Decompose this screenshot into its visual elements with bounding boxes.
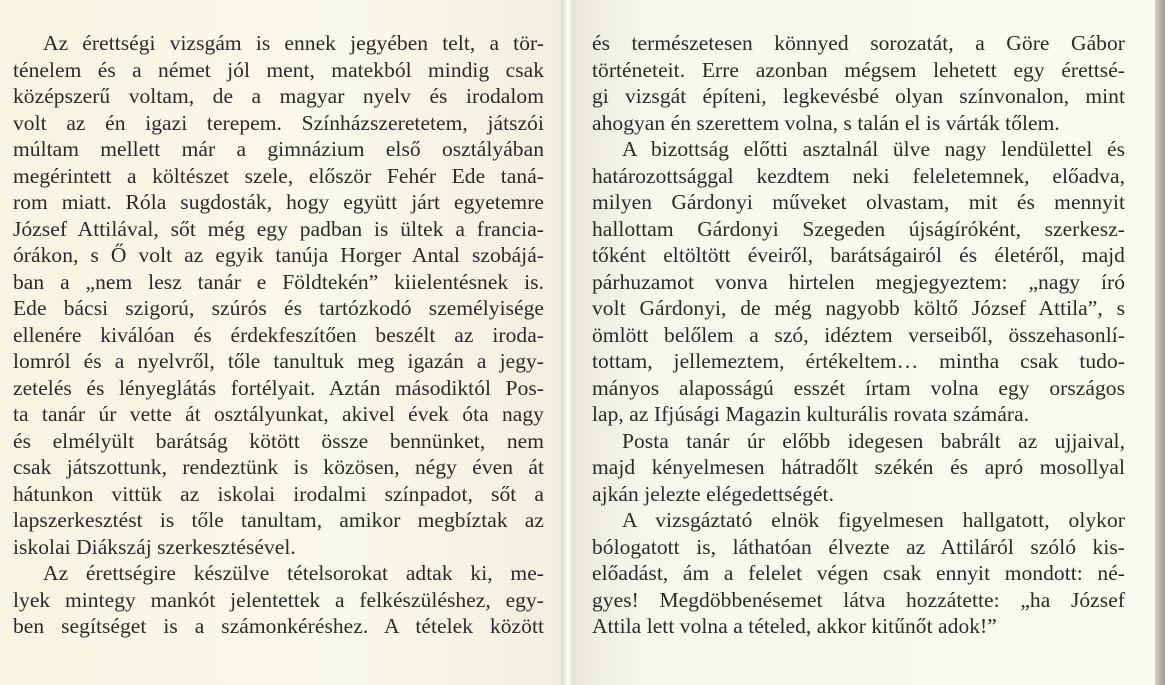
right-page	[575, 0, 1155, 685]
text-line: Posta tanár úr előbb idegesen babrált az ujjaival,	[622, 428, 1125, 453]
left-page-text	[13, 30, 544, 640]
text-line: tőként eltöltött éveiről, barátságairól és életéről, majd	[592, 243, 1125, 267]
text-line: ténelem és a német jól ment, matekból mindig csak	[13, 57, 544, 82]
text-line: párhuzamot vonva hirtelen megjegyeztem: „nagy író	[592, 269, 1125, 294]
text-line: lomról és a nyelvről, tőle tanultuk meg igazán a jegy-	[13, 349, 544, 373]
text-line: gyes! Megdöbbenésemet látva hozzátette: „ha József	[592, 587, 1125, 612]
text-line: lapszerkesztést is tőle tanultam, amikor megbíztak az	[13, 508, 544, 532]
text-line: előadást, ám a felelet végen csak ennyit mondott: né-	[592, 561, 1125, 585]
text-line: zetelés és lényeglátás fortélyait. Aztán másodiktól Pos-	[13, 375, 544, 400]
text-line: tottam, jellemeztem, értékeltem… mintha csak tudo-	[592, 349, 1125, 373]
text-line: Az érettségire készülve tételsorokat adtak ki, me-	[43, 561, 544, 585]
left-page	[0, 0, 561, 685]
text-line: volt Gárdonyi, de még nagyobb költő József Attila”, s	[592, 296, 1125, 320]
text-line: lyek mintegy mankót jelentettek a felkészüléshez, egy-	[13, 587, 544, 612]
text-line: ben segítséget is a számonkéréshez. A tételek között	[13, 614, 544, 638]
text-line: majd kényelmesen hátradőlt székén és apró mosollyal	[592, 455, 1125, 479]
text-line: megérintett a költészet szele, először Fehér Ede taná-	[13, 163, 544, 188]
text-line: ahogyan én szerettem volna, s talán el is várták tőlem.	[592, 110, 1060, 135]
right-page-text	[592, 30, 1125, 640]
text-line: ta tanár úr vette át osztályunkat, akivel évek óta nagy	[13, 402, 544, 426]
text-line: és elmélyült barátság kötött össze bennünket, nem	[13, 428, 544, 453]
text-line: ajkán jelezte elégedettségét.	[592, 481, 834, 506]
text-line: volt az én igazi terepem. Színházszeretetem, játszói	[13, 110, 544, 135]
text-line: lap, az Ifjúsági Magazin kulturális rovata számára.	[592, 402, 1030, 426]
text-line: történeteit. Erre azonban mégsem lehetett egy érettsé-	[592, 57, 1125, 82]
text-line: bólogatott is, láthatóan élvezte az Attiláról szóló kis-	[592, 534, 1125, 559]
text-line: iskolai Diákszáj szerkesztésével.	[13, 534, 296, 559]
page-edge	[1155, 0, 1165, 685]
text-line: hallottam Gárdonyi Szegeden újságíróként, szerkesz-	[592, 216, 1125, 241]
text-line: Attila lett volna a tételed, akkor kitűnőt adok!”	[592, 614, 997, 638]
text-line: hátunkon vittük az iskolai irodalmi színpadot, sőt a	[13, 481, 544, 506]
text-line: A bizottság előtti asztalnál ülve nagy lendülettel és	[622, 137, 1125, 161]
text-line: csak játszottunk, rendeztünk is közösen, négy éven át	[13, 455, 544, 479]
text-line: és természetesen könnyed sorozatát, a Göre Gábor	[592, 31, 1125, 55]
text-line: órákon, s Ő volt az egyik tanúja Horger Antal szobájá-	[13, 243, 544, 267]
text-line: Az érettségi vizsgám is ennek jegyében telt, a tör-	[43, 31, 544, 55]
text-line: gi vizsgát építeni, legkevésbé olyan színvonalon, mint	[592, 84, 1125, 108]
text-line: milyen Gárdonyi műveket olvastam, mit és mennyit	[592, 190, 1125, 214]
text-line: ömlött belőlem a szó, idéztem verseiből, összehasonlí-	[592, 322, 1125, 347]
text-line: rom miatt. Róla sugdosták, hogy együtt járt egyetemre	[13, 190, 544, 214]
text-line: ellenére kiválóan és érdekfeszítően beszélt az iroda-	[13, 322, 544, 347]
text-line: Ede bácsi szigorú, szúrós és tartózkodó személyisége	[13, 296, 544, 320]
text-line: határozottsággal kezdtem neki feleletemnek, előadva,	[592, 163, 1125, 188]
text-line: A vizsgáztató elnök figyelmesen hallgatott, olykor	[622, 508, 1125, 532]
text-line: mányos alaposságú esszét írtam volna egy országos	[592, 375, 1125, 400]
text-line: középszerű voltam, de a magyar nyelv és irodalom	[13, 84, 544, 108]
page-gutter	[561, 0, 575, 685]
text-line: József Attilával, sőt még egy padban is ültek a francia-	[13, 216, 544, 241]
text-line: ban a „nem lesz tanár e Földtekén” kiielentésnek is.	[13, 269, 544, 294]
text-line: múltam mellett már a gimnázium első osztályában	[13, 137, 544, 161]
